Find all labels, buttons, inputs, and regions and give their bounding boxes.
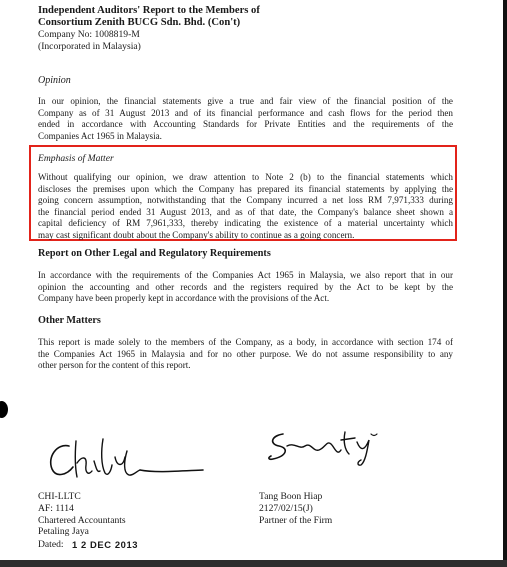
legal-line: In accordance with the requirements of the Companies Act 1965 in Malaysia, we also report that in our (38, 270, 453, 280)
emphasis-line: going concern assumption, notwithstanding that the Company incurred a net loss RM 7,971,333 during (38, 195, 453, 205)
opinion-line: In our opinion, the financial statements give a true and fair view of the financial position of the (38, 96, 453, 106)
legal-line: Company have been properly kept in accordance with the provisions of the Act. (38, 293, 330, 303)
firm-name: CHI-LLTC (38, 491, 81, 502)
partner-role: Partner of the Firm (259, 515, 333, 526)
partner-number: 2127/02/15(J) (259, 503, 313, 514)
company-number: Company No: 1008819-M (38, 29, 140, 40)
scan-edge-right (503, 0, 507, 567)
report-title-line-1: Independent Auditors' Report to the Members of (38, 5, 260, 16)
emphasis-line: discloses the premises upon which the Company has prepared its financial statements by applying the (38, 183, 453, 194)
report-title-line-2: Consortium Zenith BUCG Sdn. Bhd. (Con't) (38, 17, 241, 28)
other-matters-paragraph (38, 337, 453, 372)
emphasis-line: capital deficiency of RM 7,961,333, thereby indicating the existence of a material uncertainty which (38, 218, 453, 228)
firm-signature (45, 437, 205, 482)
legal-heading: Report on Other Legal and Regulatory Requirements (38, 248, 271, 259)
legal-line: opinion the accounting and other records and the registers required by the Act to be kept by the (38, 281, 453, 292)
dated-label: Dated: (38, 539, 64, 550)
partner-name: Tang Boon Hiap (259, 491, 323, 502)
firm-af-number: AF: 1114 (38, 503, 74, 514)
opinion-paragraph (38, 96, 453, 142)
partner-signature (265, 426, 385, 466)
emphasis-paragraph (38, 172, 453, 241)
opinion-line: ended in accordance with Accounting Standards for Private Entities and the requirements of the (38, 119, 453, 129)
firm-role: Chartered Accountants (38, 515, 126, 526)
other-matters-line: other person for the content of this report. (38, 360, 191, 370)
dated-stamp: 1 2 DEC 2013 (72, 539, 139, 550)
place: Petaling Jaya (38, 526, 89, 537)
scan-edge-bottom (0, 560, 507, 567)
scan-mark (0, 401, 8, 418)
emphasis-line: the financial period ended 31 August 2013, and as of that date, the Company's balance sheet shown a (38, 206, 453, 217)
opinion-heading: Opinion (38, 75, 71, 86)
opinion-line: Companies Act 1965 in Malaysia. (38, 130, 162, 141)
legal-paragraph (38, 270, 453, 305)
other-matters-line: the Companies Act 1965 in Malaysia and for no other purpose. We do not assume responsibility to any (38, 348, 453, 359)
emphasis-line: may cast significant doubt about the Company's ability to continue as a going concern. (38, 229, 355, 240)
emphasis-heading: Emphasis of Matter (38, 153, 114, 164)
other-matters-line: This report is made solely to the members of the Company, as a body, in accordance with section 174 of (38, 337, 453, 347)
emphasis-line: Without qualifying our opinion, we draw attention to Note 2 (b) to the financial statements which (38, 172, 453, 182)
opinion-line: Company as of 31 August 2013 and of its financial performance and cash flows for the period then (38, 107, 453, 118)
other-matters-heading: Other Matters (38, 315, 101, 326)
incorporation-note: (Incorporated in Malaysia) (38, 41, 141, 52)
